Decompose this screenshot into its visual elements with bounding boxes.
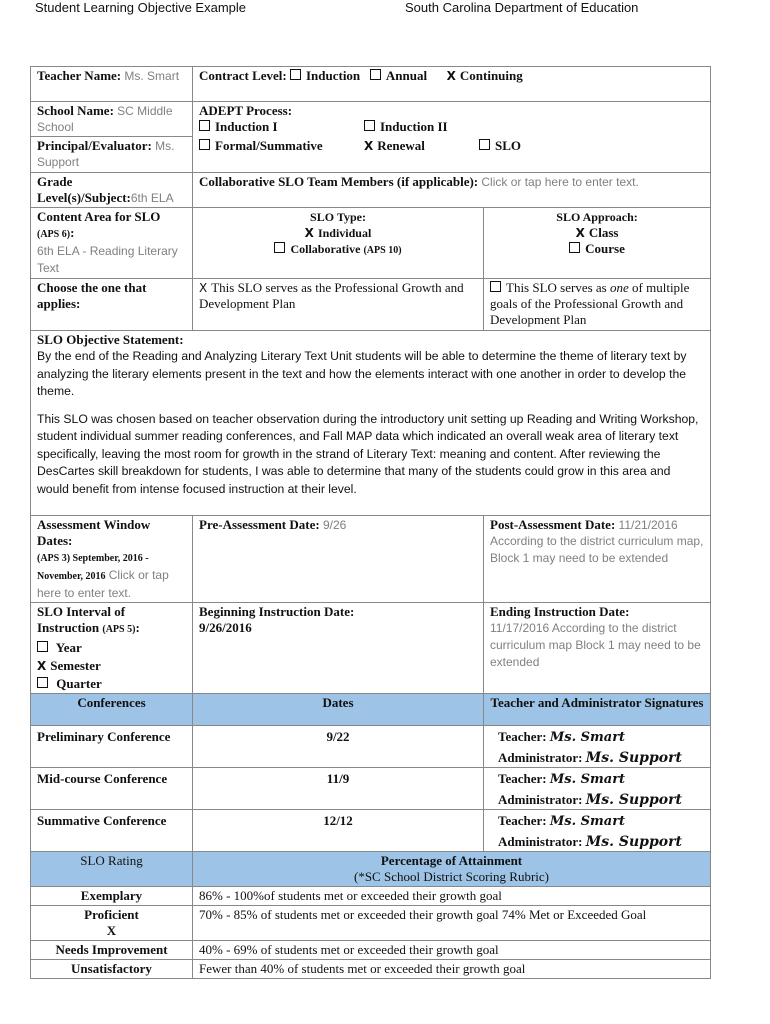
objective-cell (31, 331, 711, 516)
end-cell (484, 603, 711, 694)
adept-induction1-checkbox[interactable] (199, 120, 210, 131)
slo-type-label: SLO Type: (310, 210, 366, 224)
pre-assessment-cell (193, 516, 484, 603)
teacher-label: Teacher Name: (37, 68, 122, 83)
adept-induction2-checkbox[interactable] (364, 120, 375, 131)
contract-annual-checkbox[interactable] (370, 69, 381, 80)
content-area-field[interactable]: 6th ELA - Reading Literary Text (37, 244, 178, 275)
principal-label: Principal/Evaluator: (37, 138, 152, 153)
adept-formal-label: Formal/Summative (215, 138, 323, 153)
rating-row (31, 887, 711, 906)
interval-colon: : (135, 620, 140, 635)
school-label: School Name: (37, 103, 114, 118)
slo-approach-class-label: Class (588, 225, 619, 240)
rating-header-sub: (*SC School District Scoring Rubric) (354, 869, 549, 884)
assessment-window-sub: (APS 3) September, 2016 - November, 2016 (37, 553, 149, 582)
slo-type-individual-checkbox[interactable]: X (304, 226, 314, 240)
rating-desc: Fewer than 40% of students met or exceeded their growth goal (193, 960, 711, 979)
rating-level (31, 941, 193, 960)
contract-label: Contract Level: (199, 68, 287, 83)
objective-paragraph-1[interactable]: By the end of the Reading and Analyzing Literary Text Unit students will be able to determine the theme of literary text by analyzing the literary elements present in the text and how the elements interact with one another in order to develop the theme. (37, 349, 687, 398)
teacher-sig-label: Teacher: (498, 729, 547, 744)
rating-level-label: Proficient (84, 907, 139, 922)
choose-option2-checkbox[interactable] (490, 281, 501, 292)
conf-header-col1: Conferences (31, 694, 193, 726)
adept-renewal-label: Renewal (377, 138, 425, 153)
adept-label: ADEPT Process: (199, 103, 293, 118)
pre-assessment-field[interactable]: 9/26 (322, 518, 347, 532)
rating-header-col2 (193, 852, 711, 887)
conf-header-col3: Teacher and Administrator Signatures (484, 694, 711, 726)
conference-date: 11/9 (193, 768, 484, 810)
conference-row (31, 768, 711, 810)
contract-cell (193, 67, 711, 102)
slo-approach-cell (484, 208, 711, 279)
teacher-name-field[interactable]: Ms. Smart (124, 69, 180, 83)
slo-approach-label: SLO Approach: (556, 210, 638, 224)
assessment-window-cell (31, 516, 193, 603)
admin-sig-label: Administrator: (498, 834, 583, 849)
team-label: Collaborative SLO Team Members (if applicable): (199, 174, 479, 189)
school-cell (31, 102, 193, 137)
rating-level-label: Exemplary (80, 888, 143, 903)
conference-signatures (484, 726, 711, 768)
content-area-cell (31, 208, 193, 279)
interval-year-label: Year (55, 640, 82, 655)
conference-name: Preliminary Conference (31, 726, 193, 768)
interval-label: SLO Interval of Instruction (37, 604, 126, 635)
rating-row (31, 960, 711, 979)
adept-cell (193, 102, 711, 173)
choose-option1-text: This SLO serves as the Professional Growth and Development Plan (199, 280, 464, 311)
header-right: South Carolina Department of Education (405, 0, 639, 15)
teacher-cell (31, 67, 193, 102)
slo-type-collaborative-label: Collaborative (290, 242, 361, 256)
rating-level (31, 960, 193, 979)
begin-label: Beginning Instruction Date: (199, 604, 355, 619)
contract-annual-label: Annual (385, 68, 428, 83)
interval-aps: (APS 5) (102, 624, 136, 635)
slo-approach-course-checkbox[interactable] (569, 242, 580, 253)
post-assessment-cell (484, 516, 711, 603)
interval-quarter-label: Quarter (56, 676, 102, 691)
school-name-field[interactable]: SC Middle School (37, 104, 173, 134)
admin-sig-label: Administrator: (498, 750, 583, 765)
contract-induction-checkbox[interactable] (290, 69, 301, 80)
interval-year-checkbox[interactable] (37, 641, 48, 652)
slo-type-collaborative-checkbox[interactable] (274, 242, 285, 253)
teacher-signature: Ms. Smart (549, 814, 626, 829)
slo-form (30, 66, 711, 979)
adept-slo-checkbox[interactable] (479, 139, 490, 150)
begin-field[interactable]: 9/26/2016 (199, 620, 252, 635)
choose-option2-text-before: This SLO serves as (506, 280, 607, 295)
teacher-signature: Ms. Smart (549, 772, 626, 787)
interval-semester-label: Semester (50, 658, 101, 673)
grade-cell (31, 173, 193, 208)
assessment-window-label: Assessment Window Dates: (37, 517, 151, 548)
conference-signatures (484, 768, 711, 810)
content-area-colon: : (70, 225, 75, 240)
choose-label: Choose the one that applies: (37, 280, 147, 311)
team-members-field[interactable]: Click or tap here to enter text. (481, 175, 639, 189)
choose-option2-cell (484, 279, 711, 331)
end-field[interactable]: 11/17/2016 According to the district curriculum map Block 1 may need to be extended (490, 621, 701, 669)
header-left: Student Learning Objective Example (35, 0, 247, 15)
rating-selected-mark[interactable]: X (106, 923, 117, 938)
post-assessment-field[interactable]: 11/21/2016 (618, 518, 678, 532)
rating-header-title: Percentage of Attainment (380, 853, 523, 868)
conference-row (31, 726, 711, 768)
principal-name-field[interactable]: Ms. Support (37, 139, 175, 169)
rating-desc: 86% - 100%of students met or exceeded their growth goal (193, 887, 711, 906)
rating-level-label: Unsatisfactory (71, 961, 152, 976)
conf-header-col2: Dates (193, 694, 484, 726)
post-assessment-note[interactable]: According to the district curriculum map, Block 1 may need to be extended (490, 534, 704, 565)
admin-signature: Ms. Support (585, 750, 682, 766)
adept-formal-checkbox[interactable] (199, 139, 210, 150)
conference-date: 9/22 (193, 726, 484, 768)
post-assessment-label: Post-Assessment Date: (490, 517, 616, 532)
conference-name: Mid-course Conference (31, 768, 193, 810)
rating-level (31, 906, 193, 941)
rating-level (31, 887, 193, 906)
rating-desc: 70% - 85% of students met or exceeded their growth goal 74% Met or Exceeded Goal (193, 906, 711, 941)
slo-type-cell (193, 208, 484, 279)
adept-renewal-checkbox[interactable]: X (364, 139, 374, 153)
choose-option1-cell (193, 279, 484, 331)
slo-approach-class-checkbox[interactable]: X (575, 226, 585, 240)
conference-name: Summative Conference (31, 810, 193, 852)
choose-option2-text-after: of multiple goals of the Professional Growth and Development Plan (490, 280, 690, 327)
adept-slo-label: SLO (495, 138, 522, 153)
team-cell (193, 173, 711, 208)
rating-desc: 40% - 69% of students met or exceeded their growth goal (193, 941, 711, 960)
admin-signature: Ms. Support (585, 792, 682, 808)
pre-assessment-label: Pre-Assessment Date: (199, 517, 320, 532)
adept-induction2-label: Induction II (380, 119, 448, 134)
grade-label: Grade Level(s)/Subject: (37, 174, 131, 205)
contract-induction-label: Induction (305, 68, 361, 83)
choose-option1-checkbox[interactable]: X (199, 281, 208, 295)
admin-signature: Ms. Support (585, 834, 682, 850)
choose-option2-emph: one (610, 280, 629, 295)
end-label: Ending Instruction Date: (490, 604, 630, 619)
rating-header-col1: SLO Rating (31, 852, 193, 887)
interval-cell (31, 603, 193, 694)
content-area-label: Content Area for SLO (37, 209, 161, 224)
begin-cell (193, 603, 484, 694)
admin-sig-label: Administrator: (498, 792, 583, 807)
interval-quarter-checkbox[interactable] (37, 677, 48, 688)
objective-paragraph-2[interactable]: This SLO was chosen based on teacher observation during the introductory unit setting up Reading and Writing Workshop, student individual summer reading conferences, and Fall MAP data which indicated an overall weak area of literary text specifically, leaving the most room for growth in the strand of Literary Text: meaning and content. After reviewing the DesCartes skill breakdown for students, I was able to determine that many of the students could grow in this area and would benefit from intense focused instruction at their level. (37, 411, 699, 496)
rating-level-label: Needs Improvement (55, 942, 168, 957)
slo-type-individual-label: Individual (317, 226, 372, 240)
objective-label: SLO Objective Statement: (37, 332, 184, 347)
principal-cell (31, 137, 193, 173)
teacher-signature: Ms. Smart (549, 730, 626, 745)
slo-type-collaborative-aps: (APS 10) (363, 245, 402, 256)
interval-semester-checkbox[interactable]: X (37, 659, 47, 673)
conference-date: 12/12 (193, 810, 484, 852)
rating-row (31, 941, 711, 960)
contract-continuing-label: Continuing (459, 68, 523, 83)
grade-field[interactable]: 6th ELA (130, 191, 174, 205)
assessment-window-field[interactable]: Click or tap here to enter text. (37, 568, 169, 600)
contract-continuing-checkbox[interactable]: X (446, 69, 456, 83)
conference-row (31, 810, 711, 852)
rating-row (31, 906, 711, 941)
conference-signatures (484, 810, 711, 852)
slo-approach-course-label: Course (585, 241, 625, 256)
content-area-aps: (APS 6) (37, 229, 71, 240)
choose-cell (31, 279, 193, 331)
teacher-sig-label: Teacher: (498, 771, 547, 786)
adept-induction1-label: Induction I (215, 119, 278, 134)
teacher-sig-label: Teacher: (498, 813, 547, 828)
